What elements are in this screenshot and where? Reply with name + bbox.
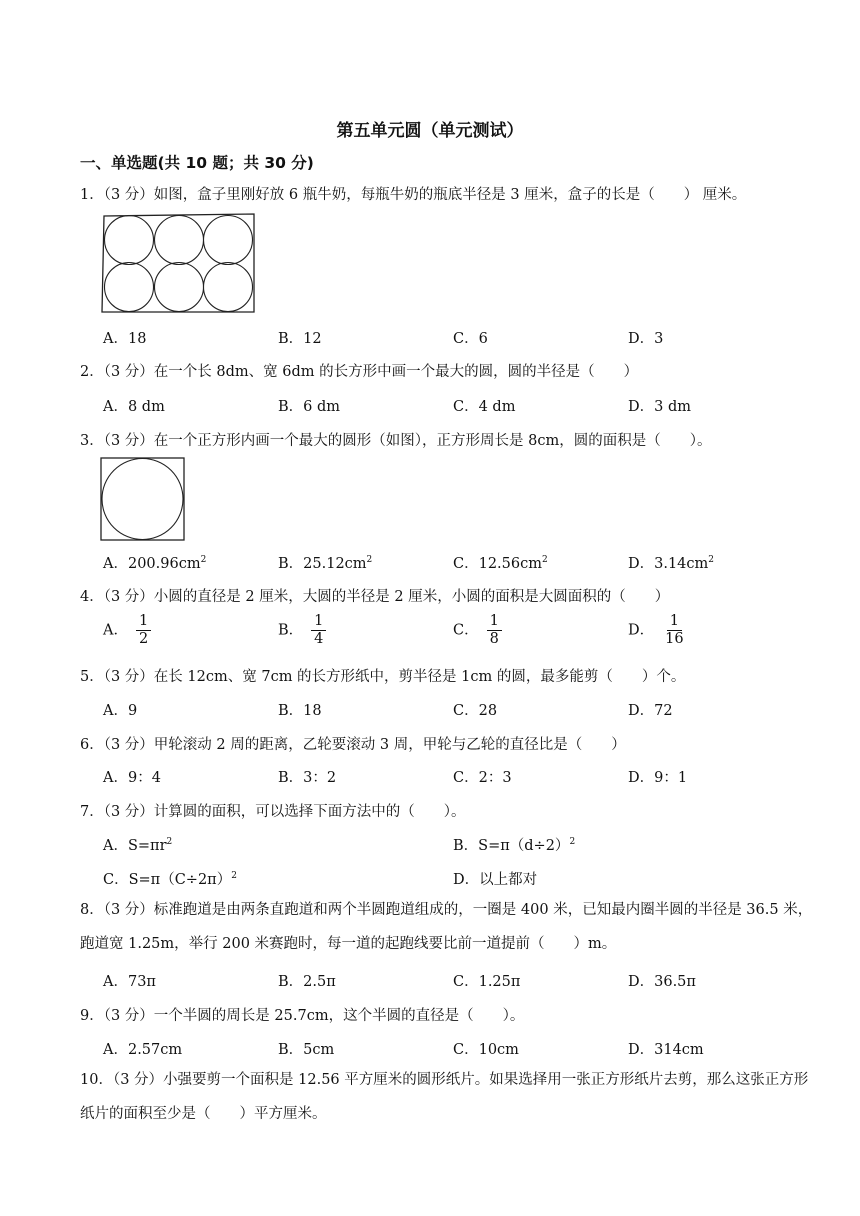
q9-option-c[interactable]: C．10cm	[453, 1042, 519, 1058]
fraction: $\frac{1}{2}$	[136, 614, 151, 647]
q8-option-b[interactable]: B．2.5π	[278, 974, 336, 990]
q9-option-d[interactable]: D．314cm	[628, 1042, 704, 1058]
question-8-stem: 8．（3 分）标准跑道是由两条直跑道和两个半圆跑道组成的，一圈是 400 米，已知最内圈半圆的半径是 36.5 米，跑道宽 1.25m，举行 200 米赛跑时，每一道的起跑线要比前一道提前（ ）m。	[80, 902, 813, 952]
q1-option-c[interactable]: C．6	[453, 331, 488, 347]
q8-option-d[interactable]: D．36.5π	[628, 974, 696, 990]
q8-option-c[interactable]: C．1.25π	[453, 974, 521, 990]
q4-option-b[interactable]: B． $\frac{1}{4}$	[278, 614, 326, 647]
q6-option-a[interactable]: A．9：4	[103, 770, 161, 786]
q9-option-a[interactable]: A．2.57cm	[103, 1042, 183, 1058]
q2-option-a[interactable]: A．8 dm	[103, 399, 165, 415]
q6-option-b[interactable]: B．3：2	[278, 770, 337, 786]
q4-option-c[interactable]: C． $\frac{1}{8}$	[453, 614, 502, 647]
q7-option-c[interactable]: C．$S=\pi(C\div 2\pi)^2$	[103, 871, 237, 888]
q3-option-c[interactable]: C．$12.56cm^2$	[453, 555, 548, 572]
q5-option-c[interactable]: C．28	[453, 703, 498, 719]
q5-option-b[interactable]: B．18	[278, 703, 322, 719]
q6-option-c[interactable]: C．2：3	[453, 770, 512, 786]
q3-option-d[interactable]: D．$3.14cm^2$	[628, 555, 715, 572]
question-4-stem: 4．（3 分）小圆的直径是 2 厘米，大圆的半径是 2 厘米，小圆的面积是大圆面积的（ ）	[80, 589, 670, 605]
q7-option-d[interactable]: D．以上都对	[453, 872, 538, 888]
fraction: $\frac{1}{4}$	[311, 614, 326, 647]
q1-option-d[interactable]: D．3	[628, 331, 664, 347]
section-heading: 一、单选题(共 10 题；共 30 分)	[80, 154, 314, 172]
q2-option-c[interactable]: C．4 dm	[453, 399, 516, 415]
q1-option-b[interactable]: B．12	[278, 331, 322, 347]
six-bottles-box-figure	[98, 212, 258, 316]
q5-option-d[interactable]: D．72	[628, 703, 673, 719]
question-10-stem: 10．（3 分）小强要剪一个面积是 12.56 平方厘米的圆形纸片。如果选择用一张正方形纸片去剪，那么这张正方形纸片的面积至少是（ ）平方厘米。	[80, 1072, 809, 1122]
q7-option-a[interactable]: A．$S=\pi r^2$	[103, 837, 173, 854]
question-5-stem: 5．（3 分）在长 12cm、宽 7cm 的长方形纸中，剪半径是 1cm 的圆，最多能剪（ ）个。	[80, 669, 686, 685]
q4-option-a[interactable]: A． $\frac{1}{2}$	[103, 614, 151, 647]
q3-option-b[interactable]: B．$25.12cm^2$	[278, 555, 373, 572]
q2-option-d[interactable]: D．3 dm	[628, 399, 691, 415]
question-9-stem: 9．（3 分）一个半圆的周长是 25.7cm，这个半圆的直径是（ ）。	[80, 1008, 525, 1024]
question-7-stem: 7．（3 分）计算圆的面积，可以选择下面方法中的（ ）。	[80, 804, 466, 820]
q8-option-a[interactable]: A．73π	[103, 974, 156, 990]
q1-option-a[interactable]: A．18	[103, 331, 147, 347]
question-2-stem: 2．（3 分）在一个长 8dm、宽 6dm 的长方形中画一个最大的圆，圆的半径是（ ）	[80, 364, 639, 380]
question-3-stem: 3．（3 分）在一个正方形内画一个最大的圆形（如图），正方形周长是 8cm，圆的面积是（ ）。	[80, 433, 712, 449]
question-1-stem: 1．（3 分）如图，盒子里刚好放 6 瓶牛奶，每瓶牛奶的瓶底半径是 3 厘米，盒子的长是（ ） 厘米。	[80, 187, 747, 203]
q6-option-d[interactable]: D．9：1	[628, 770, 688, 786]
q9-option-b[interactable]: B．5cm	[278, 1042, 335, 1058]
q7-option-b[interactable]: B．$S=\pi(d\div 2)^2$	[453, 837, 576, 854]
q4-option-d[interactable]: D． $\frac{1}{16}$	[628, 614, 687, 647]
circle-in-square-figure	[100, 457, 186, 541]
q3-option-a[interactable]: A．$200.96cm^2$	[103, 555, 207, 572]
question-6-stem: 6．（3 分）甲轮滚动 2 周的距离，乙轮要滚动 3 周，甲轮与乙轮的直径比是（ ）	[80, 737, 626, 753]
fraction: $\frac{1}{8}$	[487, 614, 502, 647]
page-title: 第五单元圆（单元测试）	[336, 121, 524, 141]
q5-option-a[interactable]: A．9	[103, 703, 138, 719]
fraction: $\frac{1}{16}$	[665, 613, 684, 648]
q2-option-b[interactable]: B．6 dm	[278, 399, 341, 415]
